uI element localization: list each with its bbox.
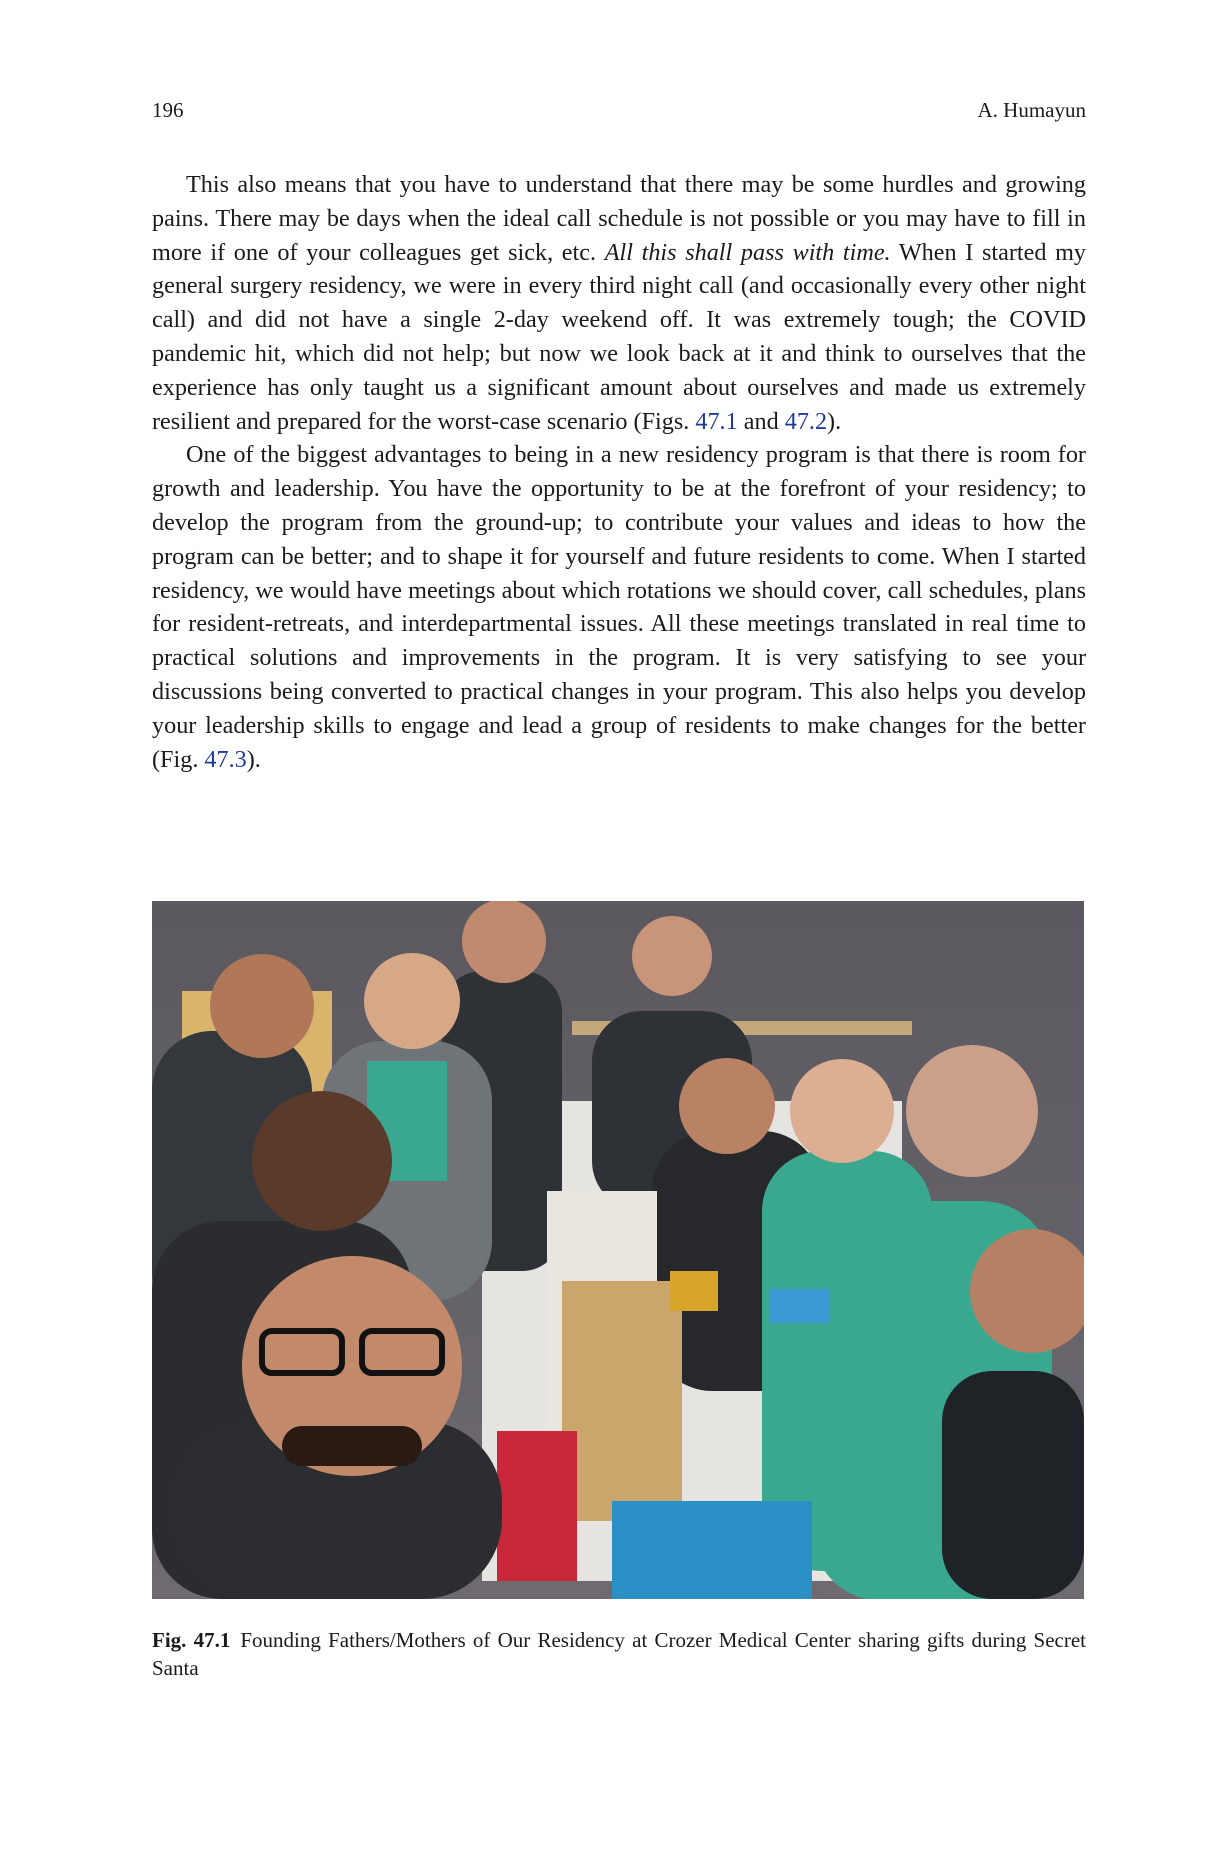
figure-ref-47-1[interactable]: 47.1 [695,407,738,435]
group-photo-illustration [152,901,1084,1599]
yellow-gift [670,1271,718,1311]
figure-photo [152,901,1084,1599]
figure-label: Fig. 47.1 [152,1628,231,1652]
paragraph-1-italic: All this shall pass with time. [604,238,891,266]
paragraph-2 [152,438,1086,776]
blue-gift-bag [612,1501,812,1599]
paragraph-1-end: ). [827,407,842,435]
running-head-author: A. Humayun [977,98,1086,122]
running-head [152,98,1086,123]
paragraph-2-text: One of the biggest advantages to being in a new residency program is that there is room for growth and leadership. You have the opportunity to be at the forefront of your residency; to develop the program from the ground-up; to contribute your values and ideas to how the program can be better; and to shape it for yourself and future residents to come. When I started residency, we would have meetings about which rotations we should cover, call schedules, plans for resident-retreats, and interdepartmental issues. All these meetings translated in real time to practical solutions and improvements in the program. It is very satisfying to see your discussions being converted to practical changes in your program. This also helps you develop your leadership skills to engage and lead a group of residents to make changes for the better (Fig. [152,441,1086,773]
paragraph-2-end: ). [246,745,261,773]
blue-gift [770,1289,830,1323]
body-text [152,168,1086,776]
brown-gift-bag [562,1281,682,1521]
figure-ref-47-2[interactable]: 47.2 [784,407,828,435]
figure-caption-text: Founding Fathers/Mothers of Our Residency at Crozer Medical Center sharing gifts during Secret Santa [152,1628,1086,1680]
paragraph-1 [152,168,1086,438]
paragraph-1-text: This also means that you have to understand that there may be some hurdles and growing pains. There may be days when the ideal call schedule is not possible or you may have to fill in more if one of your colleagues get sick, etc. [152,171,1086,266]
page-number: 196 [152,98,184,122]
red-gift-bag [497,1431,577,1581]
figure-caption [152,1626,1086,1682]
figure-ref-47-3[interactable]: 47.3 [204,745,247,773]
paragraph-1-text-cont: When I started my general surgery residency, we were in every third night call (and occasionally every other night call) and did not have a single 2-day weekend off. It was extremely tough; the COVID pandemic hit, which did not help; but now we look back at it and think to ourselves that the experience has only taught us a significant amount about ourselves and made us extremely resilient and prepared for the worst-case scenario (Figs. [152,238,1087,435]
paragraph-1-and: and [737,407,785,435]
